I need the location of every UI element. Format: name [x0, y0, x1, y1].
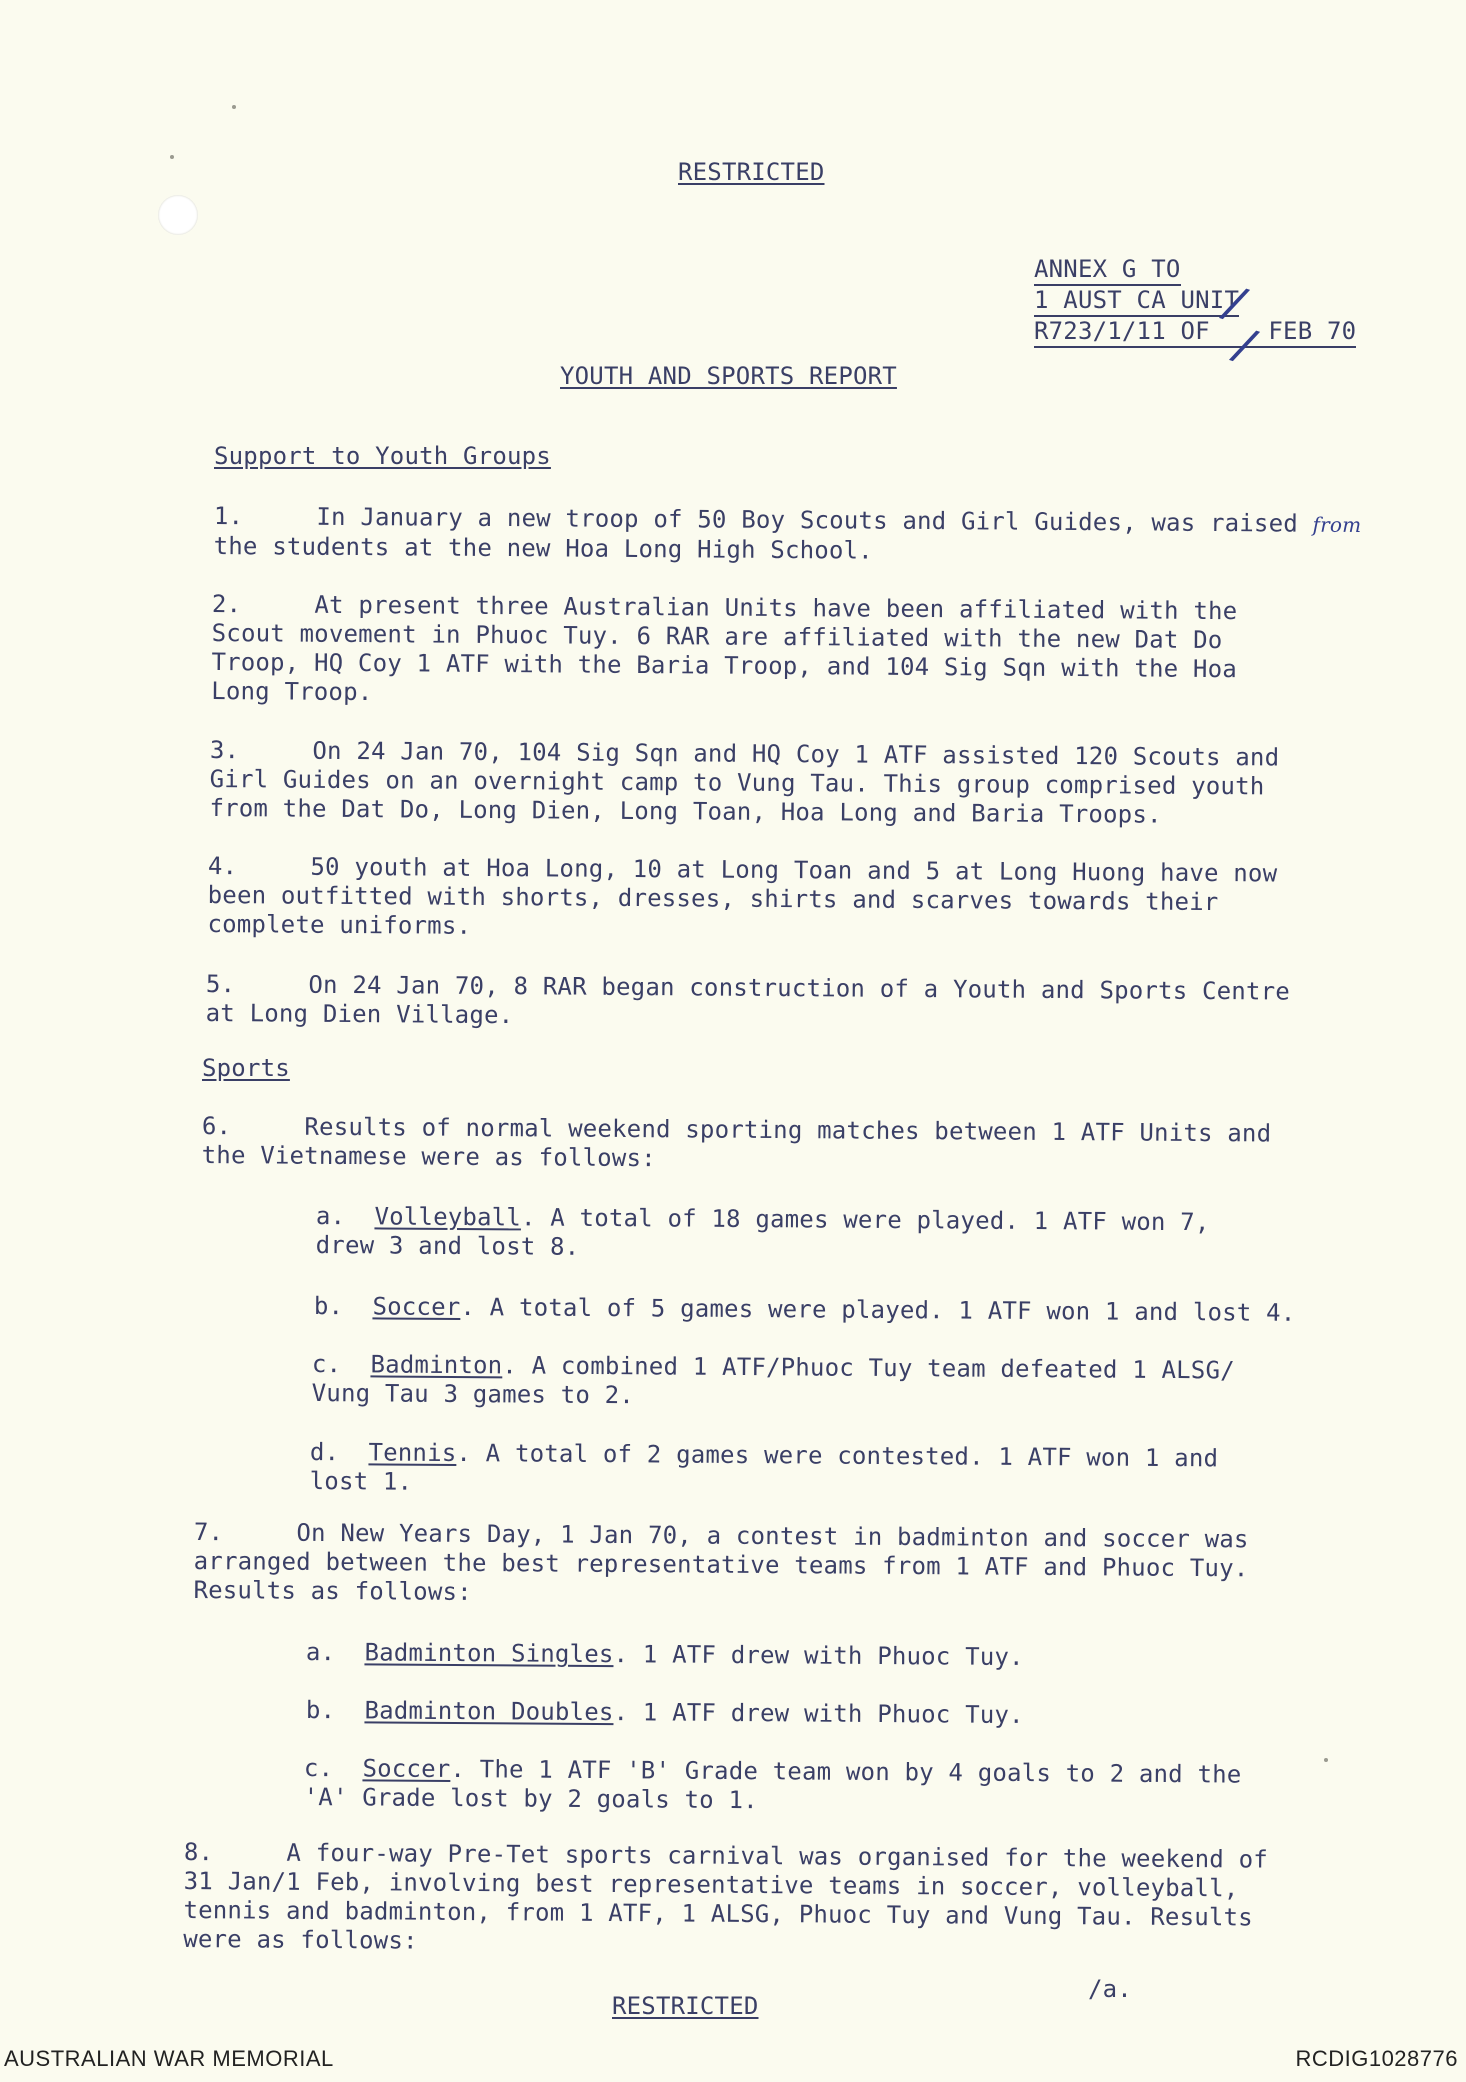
handwritten-slash: /: [1214, 275, 1256, 332]
paragraph-2: 2. At present three Australian Units have been affiliated with the Scout movement in Phuoc Tuy. 6 RAR are affiliated with the new Dat Do Troop, HQ Coy 1 ATF with the Baria Troop, and 104 Sig Sqn with the Hoa Long Troop.: [211, 590, 1238, 707]
section-heading: Sports: [202, 1054, 290, 1082]
list-item: c. Badminton. A combined 1 ATF/Phuoc Tuy team defeated 1 ALSG/ Vung Tau 3 games to 2.: [311, 1350, 1235, 1410]
annex-line-1: ANNEX G TO: [1034, 255, 1181, 286]
annex-line-2: 1 AUST CA UNIT: [1034, 286, 1239, 317]
classification-header: RESTRICTED: [678, 158, 825, 186]
paper-speck: [170, 155, 174, 159]
section-heading: Support to Youth Groups: [214, 442, 551, 470]
handwritten-annotation: from: [1312, 512, 1362, 538]
paragraph-7: 7. On New Years Day, 1 Jan 70, a contest in badminton and soccer was arranged between the best representative teams from 1 ATF and Phuoc Tuy. Results as follows:: [193, 1518, 1249, 1606]
paragraph-4: 4. 50 youth at Hoa Long, 10 at Long Toan and 5 at Long Huong have now been outfitted with shorts, dresses, shirts and scarves towards their complete uniforms.: [207, 852, 1278, 940]
paragraph-1: 1. In January a new troop of 50 Boy Scouts and Girl Guides, was raised from the students at the new Hoa Long High School.: [213, 502, 1362, 565]
annex-line-3: R723/1/11 OF FEB 70: [1034, 317, 1356, 348]
classification-footer: RESTRICTED: [612, 1992, 759, 2020]
paragraph-3: 3. On 24 Jan 70, 104 Sig Sqn and HQ Coy 1 ATF assisted 120 Scouts and Girl Guides on an overnight camp to Vung Tau. This group comprised youth from the Dat Do, Long Dien, Long Toan, Hoa Long and Baria Troops.: [209, 736, 1280, 829]
paragraph-5: 5. On 24 Jan 70, 8 RAR began construction of a Youth and Sports Centre at Long Dien Village.: [205, 970, 1291, 1030]
handwritten-slash: /: [1224, 317, 1266, 374]
punch-hole: [158, 195, 198, 235]
list-item: c. Soccer. The 1 ATF 'B' Grade team won by 4 goals to 2 and the 'A' Grade lost by 2 goals to 1.: [303, 1754, 1242, 1815]
list-item: a. Volleyball. A total of 18 games were played. 1 ATF won 7, drew 3 and lost 8.: [315, 1202, 1210, 1261]
archive-credit: AUSTRALIAN WAR MEMORIAL: [4, 2046, 334, 2071]
paragraph-6: 6. Results of normal weekend sporting matches between 1 ATF Units and the Vietnamese were as follows:: [201, 1112, 1272, 1173]
paper-speck: [1324, 1758, 1328, 1762]
list-item: a. Badminton Singles. 1 ATF drew with Phuoc Tuy.: [305, 1638, 1024, 1672]
list-item: b. Badminton Doubles. 1 ATF drew with Phuoc Tuy.: [305, 1696, 1024, 1730]
continuation-marker: /a.: [1088, 1975, 1132, 2003]
annex-reference: [1034, 255, 1356, 348]
paper-speck: [232, 105, 236, 109]
list-item: b. Soccer. A total of 5 games were played. 1 ATF won 1 and lost 4.: [313, 1292, 1296, 1327]
archive-reference: RCDIG1028776: [1295, 2046, 1458, 2071]
paragraph-8: 8. A four-way Pre-Tet sports carnival was organised for the weekend of 31 Jan/1 Feb, involving best representative teams in soccer, volleyball, tennis and badminton, from 1 ATF, 1 ALSG, Phuoc Tuy and Vung Tau. Results were as follows:: [183, 1838, 1269, 1955]
list-item: d. Tennis. A total of 2 games were contested. 1 ATF won 1 and lost 1.: [309, 1438, 1219, 1496]
document-title: YOUTH AND SPORTS REPORT: [560, 362, 897, 390]
